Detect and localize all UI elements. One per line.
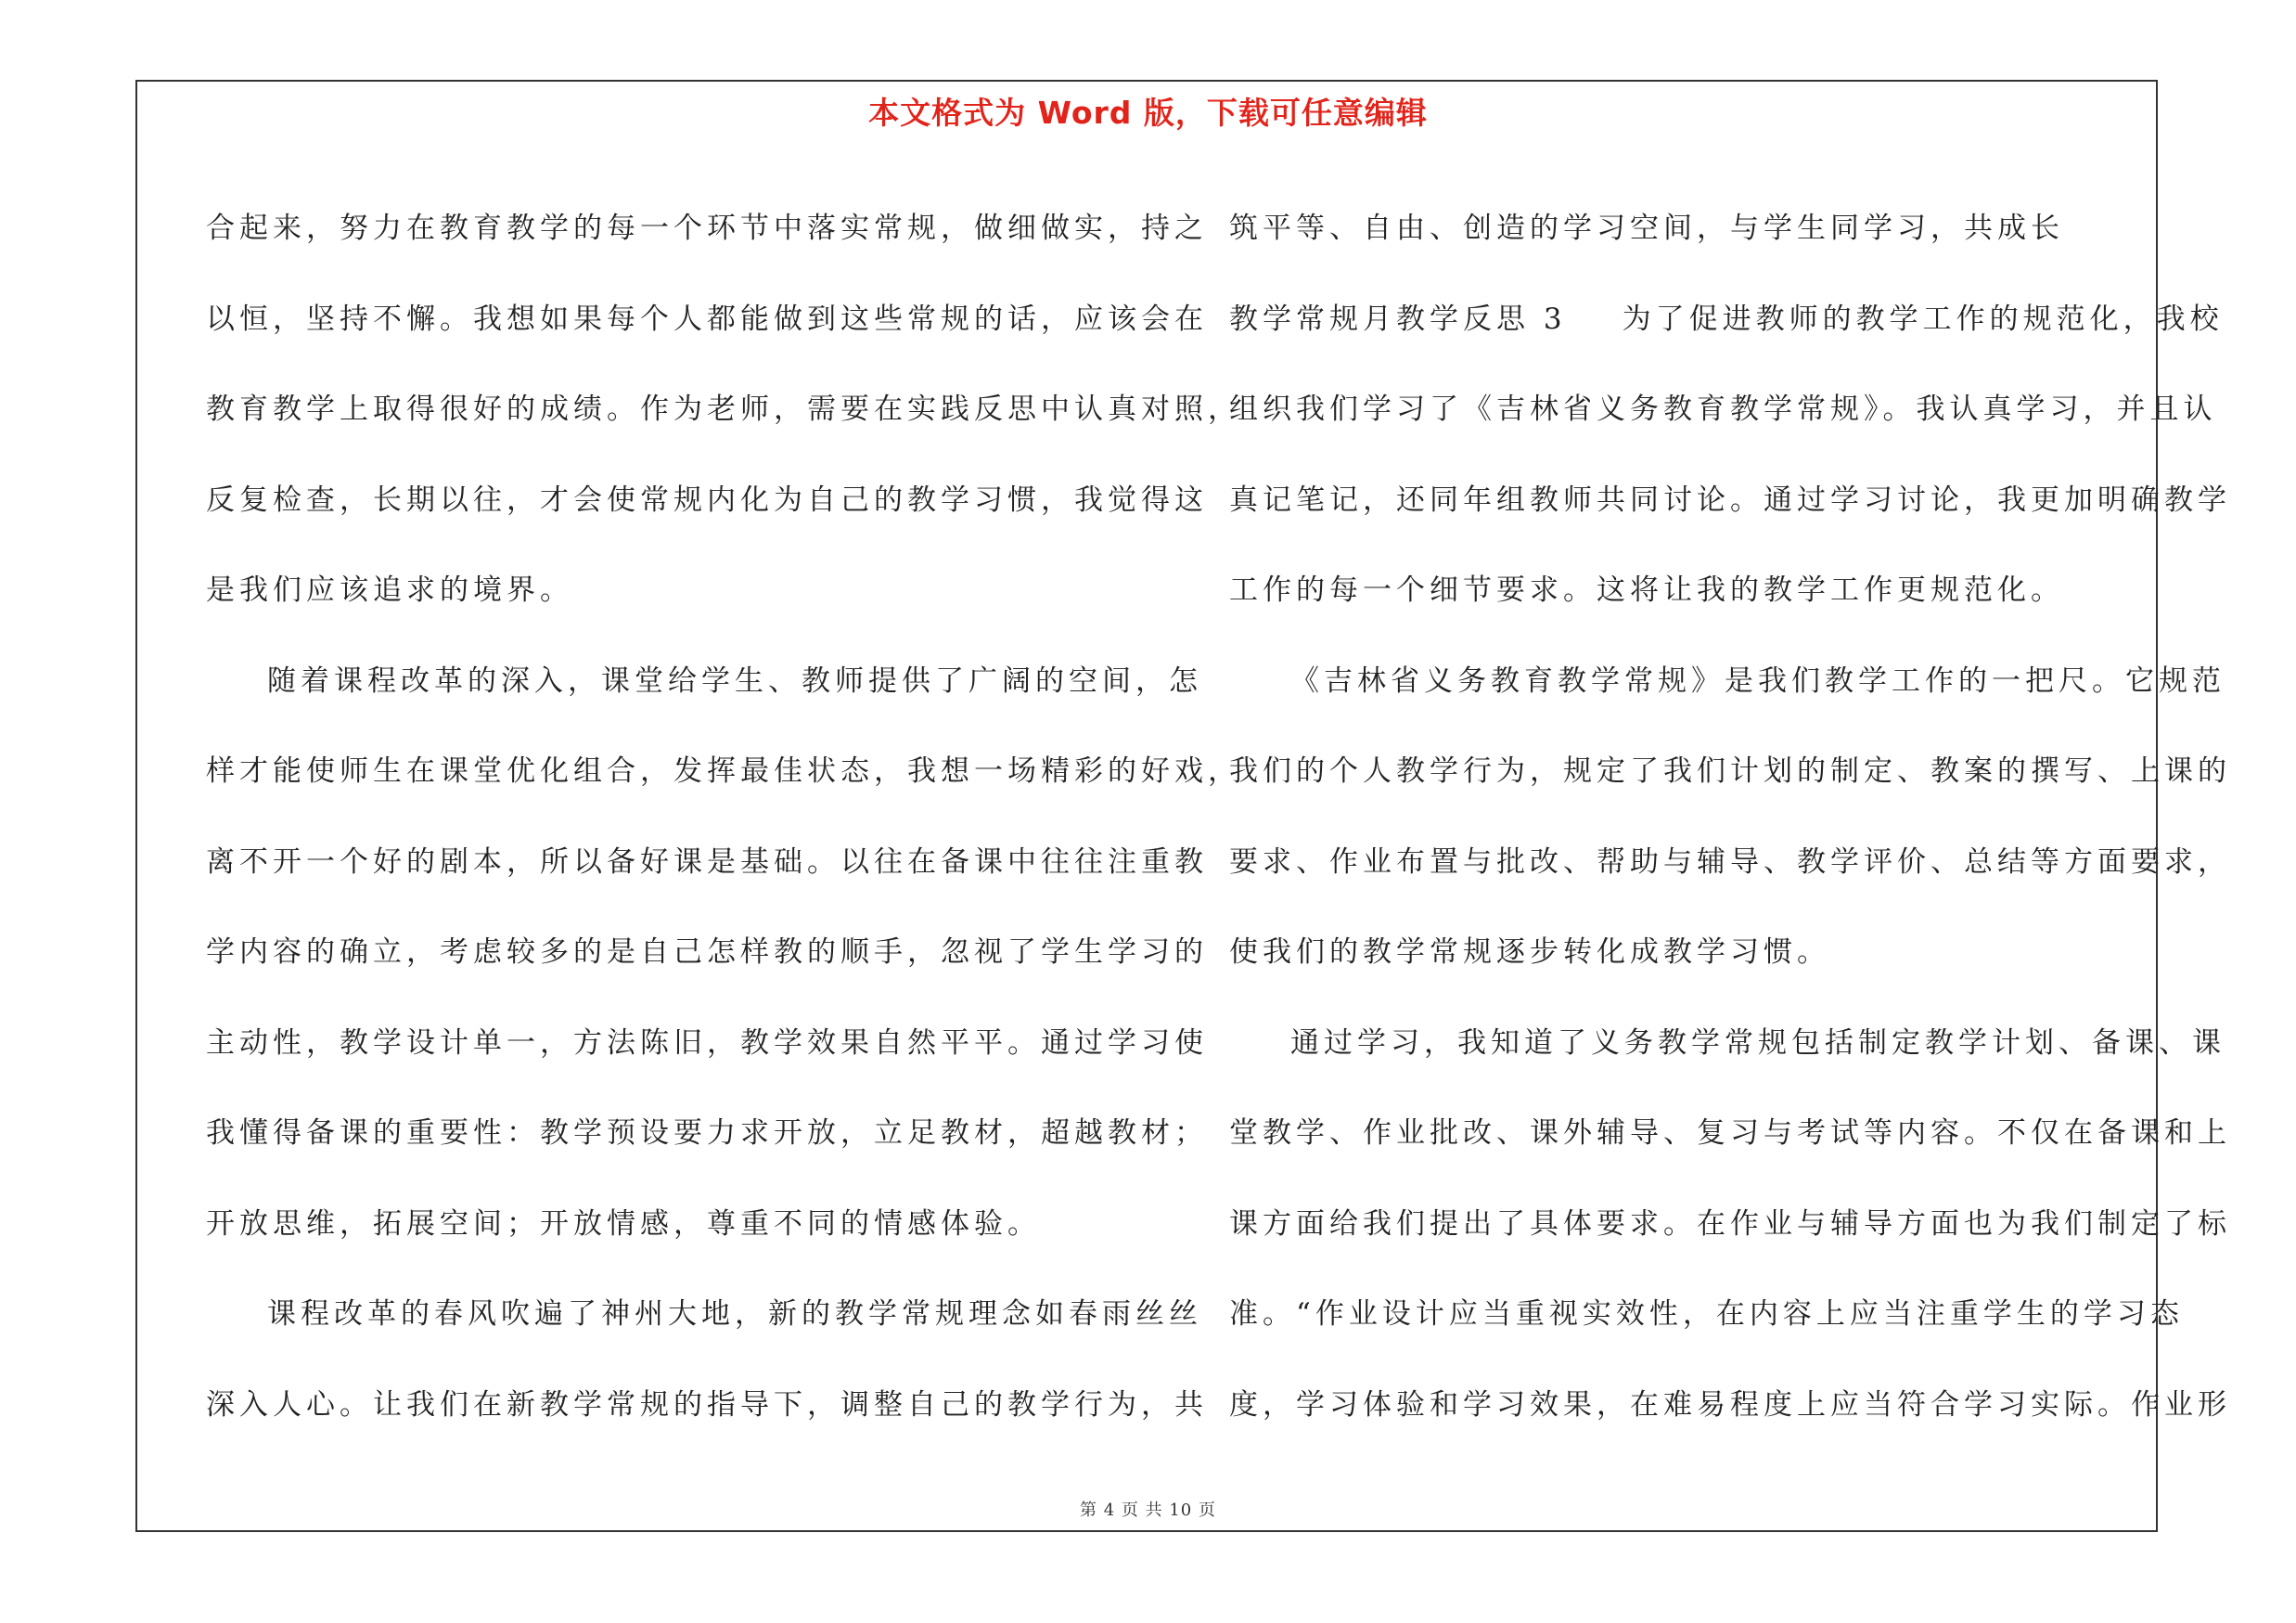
text-line: 度，学习体验和学习效果，在难易程度上应当符合学习实际。作业形 <box>1229 1387 2231 1422</box>
right-text-column <box>1229 184 2231 1450</box>
paragraph-start-line: 《吉林省义务教育教学常规》是我们教学工作的一把尺。它规范 <box>1290 663 2225 698</box>
text-line: 组织我们学习了《吉林省义务教育教学常规》。我认真学习，并且认 <box>1229 393 2217 426</box>
text-line: 课方面给我们提出了具体要求。在作业与辅导方面也为我们制定了标 <box>1229 1206 2231 1241</box>
text-line: 堂教学、作业批改、课外辅导、复习与考试等内容。不仅在备课和上 <box>1229 1116 2231 1150</box>
text-line: 学内容的确立，考虑较多的是自己怎样教的顺手，忽视了学生学习的 <box>206 935 1208 969</box>
text-line: 是我们应该追求的境界。 <box>206 573 573 607</box>
section-heading-line <box>1229 275 2231 366</box>
paragraph-start-line: 通过学习，我知道了义务教学常规包括制定教学计划、备课、课 <box>1290 1025 2225 1060</box>
section-heading-text: 为了促进教师的教学工作的规范化，我校 <box>1622 302 2224 336</box>
text-line: 合起来，努力在教育教学的每一个环节中落实常规，做细做实，持之 <box>206 212 1208 245</box>
text-line: 开放思维，拓展空间；开放情感，尊重不同的情感体验。 <box>206 1206 1041 1241</box>
section-heading: 教学常规月教学反思 3 <box>1229 302 1567 336</box>
text-line: 要求、作业布置与批改、帮助与辅导、教学评价、总结等方面要求， <box>1229 844 2231 879</box>
text-line: 以恒，坚持不懈。我想如果每个人都能做到这些常规的话，应该会在 <box>206 302 1208 336</box>
text-line: 深入人心。让我们在新教学常规的指导下，调整自己的教学行为，共 <box>206 1387 1208 1422</box>
text-line: 主动性，教学设计单一，方法陈旧，教学效果自然平平。通过学习使 <box>206 1025 1208 1060</box>
paragraph-start-line: 课程改革的春风吹遍了神州大地，新的教学常规理念如春雨丝丝 <box>267 1297 1202 1331</box>
paragraph-start-line: 随着课程改革的深入，课堂给学生、教师提供了广阔的空间，怎 <box>267 663 1202 698</box>
word-format-banner: 本文格式为 Word 版，下载可任意编辑 <box>868 95 1428 131</box>
text-line: 教育教学上取得很好的成绩。作为老师，需要在实践反思中认真对照， <box>206 393 1241 426</box>
page-number-footer: 第 4 页 共 10 页 <box>1080 1501 1216 1520</box>
left-text-column <box>206 184 1241 1450</box>
text-line: 使我们的教学常规逐步转化成教学习惯。 <box>1229 935 1830 969</box>
text-line: 我们的个人教学行为，规定了我们计划的制定、教案的撰写、上课的 <box>1229 754 2231 788</box>
text-line: 筑平等、自由、创造的学习空间，与学生同学习，共成长 <box>1229 212 2064 245</box>
text-line: 反复检查，长期以往，才会使常规内化为自己的教学习惯，我觉得这 <box>206 483 1208 517</box>
text-line: 样才能使师生在课堂优化组合，发挥最佳状态，我想一场精彩的好戏， <box>206 754 1241 788</box>
text-line: 我懂得备课的重要性：教学预设要力求开放，立足教材，超越教材； <box>206 1116 1208 1150</box>
text-line: 准。“作业设计应当重视实效性，在内容上应当注重学生的学习态 <box>1229 1297 2184 1331</box>
text-line: 离不开一个好的剧本，所以备好课是基础。以往在备课中往往注重教 <box>206 844 1208 879</box>
text-line: 工作的每一个细节要求。这将让我的教学工作更规范化。 <box>1229 573 2064 607</box>
text-line: 真记笔记，还同年组教师共同讨论。通过学习讨论，我更加明确教学 <box>1229 483 2231 517</box>
